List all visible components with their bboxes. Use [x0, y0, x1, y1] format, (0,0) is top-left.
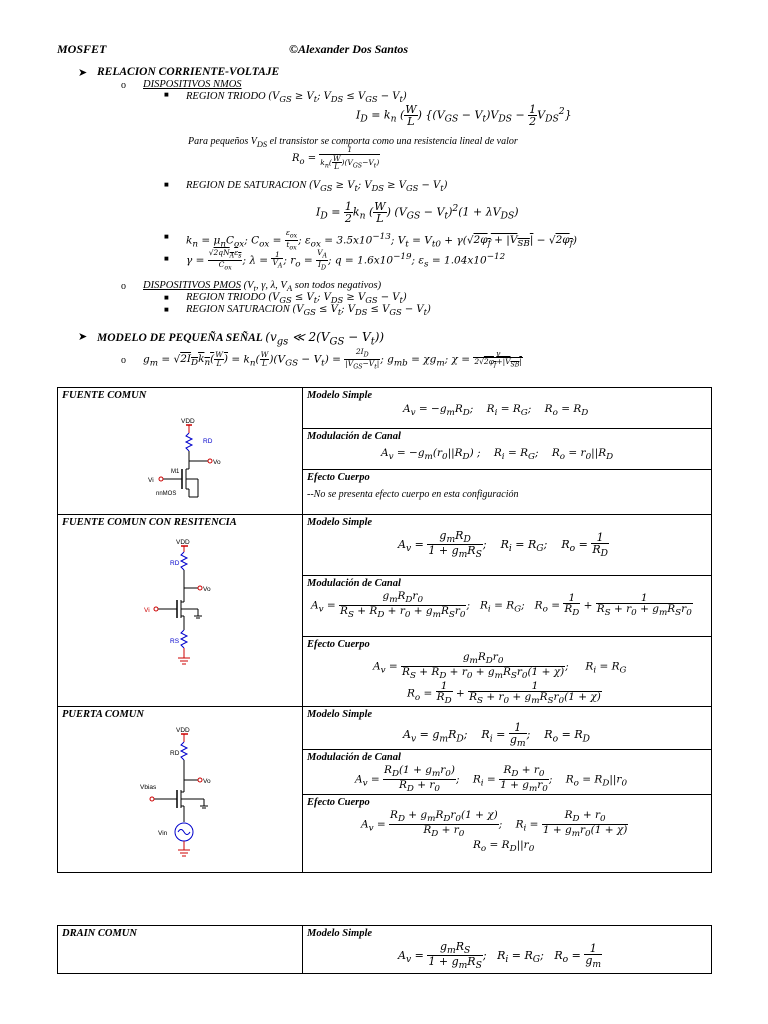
config-name: PUERTA COMUN: [62, 709, 144, 721]
model-equation: $A_v = -g_mR_D$; $R_i = R_G$; $R_o = R_D$: [403, 403, 589, 419]
model-cell: [303, 707, 712, 750]
resistor-rs: [181, 630, 187, 648]
doc-header-author: ©Alexander Dos Santos: [289, 42, 408, 56]
circle-bullet-icon: o: [121, 281, 126, 292]
vi-label: Vi: [144, 607, 150, 614]
model-title: Efecto Cuerpo: [307, 797, 370, 809]
nmos-type-label: nnMOS: [156, 491, 177, 497]
resistor-rd: [181, 742, 187, 760]
model-title: Modelo Simple: [307, 517, 373, 528]
small-signal-title: MODELO DE PEQUEÑA SEÑAL: [97, 332, 263, 344]
model-equation: $A_v$ = $\frac{g_mR_Dr_0}{R_S + R_D + r_0 + g_mR_Sr_0}$ ; $R_i = R_G$; $R_o$ = $\frac{1}{R_D}$ + $\frac{1}{R_S + r_0 + g_mR_Sr_0}$: [311, 590, 692, 620]
common-source-rs-circuit: [58, 530, 302, 680]
model-equation: $A_v$ = $\frac{g_mR_D}{1 + g_mR_S}$ ; $R_i = R_G$; $R_o$ = $\frac{1}{R_D}$: [398, 529, 608, 561]
doc-header-left: MOSFET: [57, 42, 107, 56]
square-bullet-icon: ■: [164, 305, 169, 314]
square-bullet-icon: ■: [164, 254, 169, 263]
model-equation-ro: $R_o = R_D||r_0$: [473, 838, 535, 854]
vdd-label: VDD: [181, 418, 195, 425]
model-cell: [303, 926, 712, 974]
vo-label: Vo: [203, 586, 211, 593]
sat-label: REGION DE SATURACION: [186, 180, 307, 191]
model-cell: [303, 470, 712, 515]
circle-bullet-icon: o: [121, 80, 126, 91]
model-equation-av: $A_v$ = $\frac{g_mR_Dr_0}{R_S + R_D + r_0 + g_mR_Sr_0(1 + \chi)}$ ; $R_i = R_G$: [373, 651, 627, 681]
pmos-triodo-row: REGION TRIODO ($V_{GS} \le V_t$; $V_{DS} \ge V_{GS} - V_t$): [186, 292, 407, 305]
model-cell: [303, 515, 712, 576]
vin-label: Vin: [158, 830, 168, 838]
m1-label: M1: [171, 469, 180, 475]
section-title-corriente-voltaje: RELACION CORRIENTE-VOLTAJE: [97, 66, 280, 78]
config-cell: [58, 388, 303, 515]
resistor-rd: [186, 433, 192, 451]
rd-label: RD: [170, 560, 180, 567]
model-equation: $A_v = g_mR_D$; $R_i$ = $\frac{1}{g_m}$ ; $R_o = R_D$: [403, 721, 590, 750]
model-title: Modulación de Canal: [307, 751, 401, 763]
model-cell: [303, 749, 712, 794]
square-bullet-icon: ■: [164, 90, 169, 99]
model-equation: $A_v$ = $\frac{R_D(1 + g_mr_0)}{R_D + r_0}$ ; $R_i$ = $\frac{R_D + r_0}{1 + g_mr_0}$ ; $R_o = R_D||r_0$: [355, 763, 628, 794]
vdd-label: VDD: [176, 727, 190, 735]
model-cell: [303, 637, 712, 707]
model-equation: $A_v = -g_m(r_0||R_D)$ ; $R_i = R_G$; $R_o = r_0||R_D$: [381, 447, 614, 463]
config-cell: [58, 707, 303, 873]
nmos-label: DISPOSITIVOS NMOS: [143, 79, 242, 90]
configurations-table: [57, 387, 712, 873]
config-name: FUENTE COMUN CON RESITENCIA: [62, 517, 237, 528]
model-cell: [303, 795, 712, 873]
model-title: Modulación de Canal: [307, 431, 401, 442]
model-title: Efecto Cuerpo: [307, 639, 370, 650]
model-title: Modulación de Canal: [307, 578, 401, 589]
model-cell: [303, 576, 712, 637]
rs-label: RS: [170, 638, 180, 645]
model-equation-ro: $R_o$ = $\frac{1}{R_D}$ + $\frac{1}{R_S + r_0 + g_mR_Sr_0(1 + \chi)}$: [407, 679, 601, 707]
section-title-pequena-senal: MODELO DE PEQUEÑA SEÑAL ($v_{gs}$ ≪ $2(V_{GS} - V_t)$): [97, 330, 385, 348]
pmos-sat-row: REGION SATURACION ($V_{GS} \le V_t$; $V_{DS} \le V_{GS} - V_t$): [186, 304, 431, 317]
rd-label: RD: [170, 750, 180, 758]
arrow-bullet-icon: ➤: [78, 67, 88, 79]
triodo-label: REGION TRIODO: [186, 91, 266, 102]
config-name: DRAIN COMUN: [62, 928, 137, 939]
pmos-sat-label: REGION SATURACION: [186, 304, 290, 315]
gm-equation: $g_m = √2I_Dk_n$( $\frac{W}{L}$ ) = $k_n$( $\frac{W}{L}$ )$(V_{GS} - V_t)$ = $\frac{2I_D}{|V_{GS}-V_t|}$ ; $g_{mb} = \chi g_m$; χ = $\frac{\gamma}{2√2\varphi_f+|V_{SB}|}$: [143, 347, 522, 371]
saturacion-row: REGION DE SATURACION ($V_{GS} \ge V_t$; $V_{DS} \ge V_{GS} - V_t$): [186, 180, 448, 193]
config-cell: [58, 926, 303, 974]
square-bullet-icon: ■: [164, 293, 169, 302]
resistor-rd: [181, 552, 187, 570]
vo-label: Vo: [203, 778, 211, 786]
model-title: Modelo Simple: [307, 928, 373, 939]
model-equation: --No se presenta efecto cuerpo en esta configuración: [307, 489, 519, 500]
pmos-triodo-label: REGION TRIODO: [186, 292, 266, 303]
vi-label: Vi: [148, 477, 154, 484]
vo-label: Vo: [213, 459, 221, 466]
circle-bullet-icon: o: [121, 355, 126, 366]
small-vds-text: Para pequeños $V_{DS}$ el transistor se comporta como una resistencia lineal de valor: [188, 136, 518, 149]
drain-comun-table: [57, 925, 712, 974]
id-triodo-equation: $I_D = k_n$ ( $\frac{W}{L}$ ) {$(V_{GS} - V_t)V_{DS}$ − $\frac{1}{2}$ $V_{DS}^2$}: [356, 103, 572, 128]
pmos-label: DISPOSITIVOS PMOS: [143, 280, 241, 291]
model-title: Modelo Simple: [307, 709, 373, 721]
square-bullet-icon: ■: [164, 232, 169, 241]
arrow-bullet-icon: ➤: [78, 331, 88, 343]
config-name: FUENTE COMUN: [62, 390, 147, 401]
common-gate-circuit: [58, 722, 302, 867]
model-title: Modelo Simple: [307, 390, 373, 401]
table-row: [58, 515, 712, 576]
model-equation: $A_v$ = $\frac{g_mR_S}{1 + g_mR_S}$ ; $R_i = R_G$; $R_o$ = $\frac{1}{g_m}$: [398, 940, 602, 972]
params-line-2: γ = $\frac{√2qN_A\varepsilon_s}{C_{ox}}$ ; λ = $\frac{1}{V_A}$ ; $r_o$ = $\frac{V_A}{I_D}$ ; $q = 1.6x10^{-19}$; $\varepsilon_s = 1.04x10^{-12}$: [186, 248, 506, 272]
table-row: [58, 926, 712, 974]
triodo-row: REGION TRIODO ($V_{GS} \ge V_t$; $V_{DS} \le V_{GS} - V_t$): [186, 91, 407, 104]
vdd-label: VDD: [176, 539, 190, 546]
model-cell: [303, 388, 712, 429]
square-bullet-icon: ■: [164, 180, 169, 189]
table-row: [58, 388, 712, 429]
id-sat-equation: $I_D$ = $\frac{1}{2}$ $k_n$ ( $\frac{W}{L}$ ) $(V_{GS} - V_t)^2(1 + \lambda V_{DS})$: [316, 200, 519, 225]
table-row: [58, 707, 712, 750]
model-title: Efecto Cuerpo: [307, 472, 370, 483]
params-line-1: $k_n = \mu_nC_{ox}$; $C_{ox}$ = $\frac{\varepsilon_{ox}}{t_{ox}}$ ; $\varepsilon_{ox} = 3.5x10^{-13}$; $V_t = V_{t0} + \gamma(√2\varphi_f + |V_{SB}| - √2\varphi_f)$: [186, 228, 577, 252]
model-equation-av: $A_v$ = $\frac{R_D + g_mR_Dr_0(1 + \chi)}{R_D + r_0}$ ; $R_i$ = $\frac{R_D + r_0}{1 + g_mr_0(1 + \chi)}$: [361, 809, 628, 840]
common-source-circuit: [58, 403, 302, 503]
ro-linear-equation: $R_o$ = 1 $k_n$( $\frac{W}{L}$ )$(V_{GS}-V_t)$: [292, 145, 380, 171]
rd-label: RD: [203, 438, 213, 445]
model-cell: [303, 429, 712, 470]
config-cell: [58, 515, 303, 707]
pmos-row: DISPOSITIVOS PMOS ($V_t$, γ, λ, $V_A$ son todos negativos): [143, 280, 382, 294]
vbias-label: Vbias: [140, 784, 157, 792]
